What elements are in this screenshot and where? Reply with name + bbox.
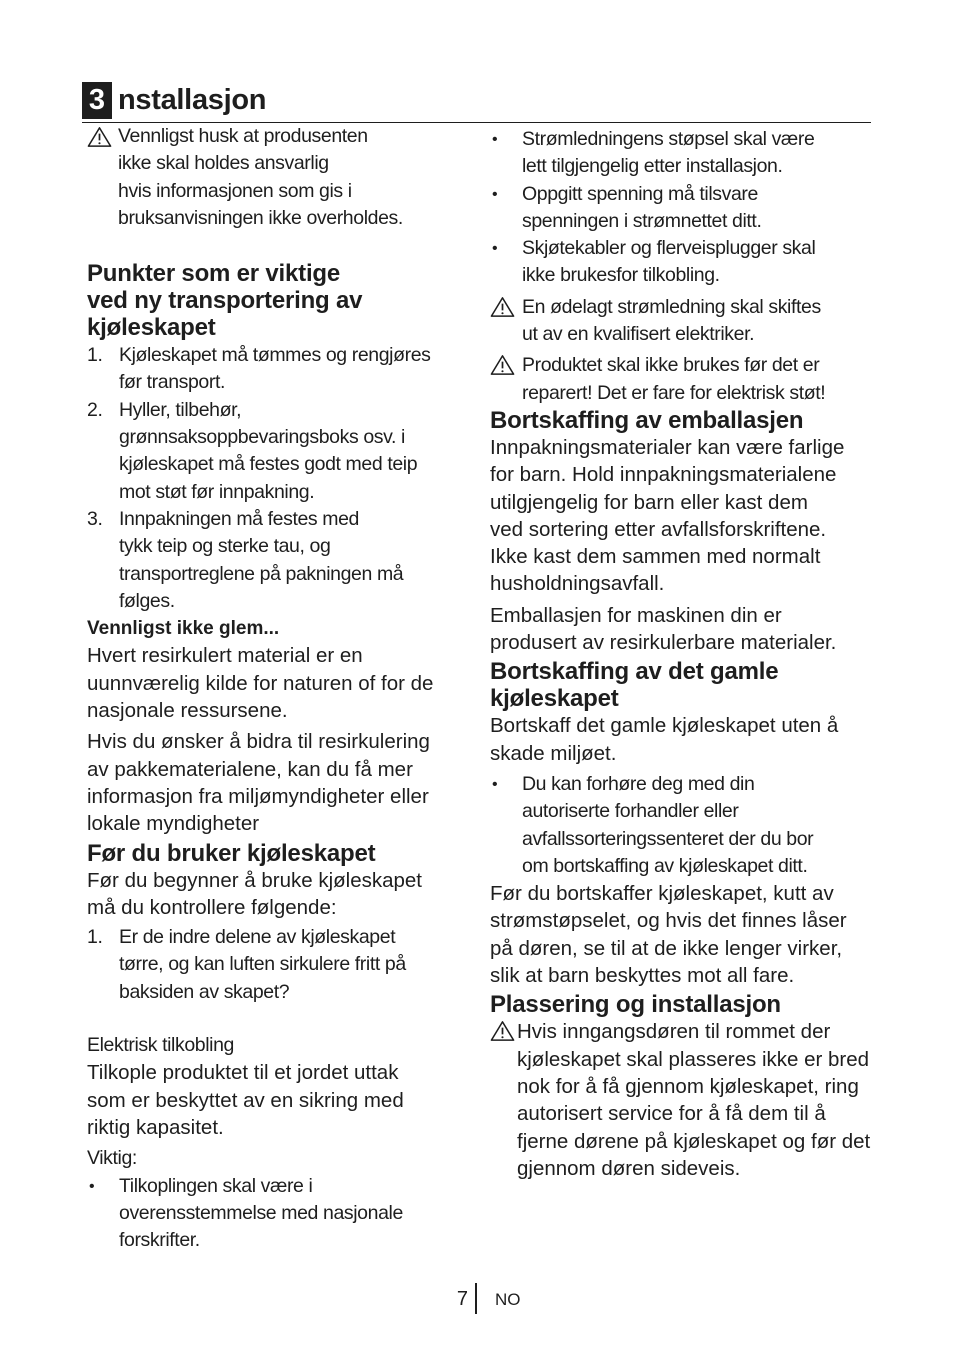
old-fridge-list (490, 771, 880, 880)
text-line: kjøleskapet skal plasseres ikke er bred (517, 1047, 870, 1071)
left-column (87, 122, 472, 1254)
list-item (87, 506, 472, 615)
text-line: Punkter som er viktige (87, 260, 341, 288)
text-line: Ikke kast dem sammen med normalt (490, 545, 821, 569)
list-item-text (522, 771, 880, 880)
list-number: 3. (87, 507, 103, 530)
text-line: ikke skal holdes ansvarlig (118, 152, 329, 175)
text-line: Er de indre delene av kjøleskapet (119, 926, 396, 949)
electric-connection-label: Elektrisk tilkobling (87, 1034, 234, 1057)
text-line: autoriserte forhandler eller (522, 800, 739, 823)
text-line: spenningen i strømnettet ditt. (522, 209, 762, 232)
text-line: mot støt før innpakning. (119, 480, 315, 503)
text-line: En ødelagt strømledning skal skiftes (522, 295, 821, 318)
remember-paragraph-2 (87, 728, 472, 837)
transport-list (87, 342, 472, 615)
text-line: gjennom døren sideveis. (517, 1156, 741, 1180)
text-line: nok for å få gjennom kjøleskapet, ring (517, 1074, 859, 1098)
text-line: hvis informasjonen som gis i (118, 179, 352, 202)
bullet-icon: • (492, 775, 498, 793)
chapter-header (82, 82, 871, 123)
before-use-intro (87, 867, 472, 922)
text-line: uunnværelig kilde for naturen of for de (87, 671, 434, 695)
text-line: Strømledningens støpsel skal være (522, 128, 815, 150)
old-fridge-paragraph-2 (490, 880, 880, 989)
electric-connection-paragraph (87, 1059, 472, 1141)
remember-heading: Vennligst ikke glem... (87, 618, 280, 640)
text-line: kjøleskapet må festes godt med teip (119, 453, 418, 476)
text-line: Hvis du ønsker å bidra til resirkulering (87, 730, 430, 754)
text-line: produsert av resirkulerbare materialer. (490, 631, 837, 655)
text-line: Tilkoplingen skal være i (119, 1174, 313, 1197)
text-line: Hvis inngangsdøren til rommet der (517, 1020, 831, 1044)
bullet-icon: • (492, 240, 498, 258)
list-item (490, 771, 880, 880)
old-fridge-heading (490, 658, 880, 712)
warning-text (118, 123, 472, 232)
text-line: Før du bortskaffer kjøleskapet, kutt av (490, 882, 834, 906)
text-line: må du kontrollere følgende: (87, 895, 337, 919)
text-line: Skjøtekabler og flerveisplugger skal (522, 237, 816, 260)
warning-damaged-cable (490, 294, 880, 349)
important-label: Viktig: (87, 1147, 137, 1170)
text-line: husholdningsavfall. (490, 572, 665, 596)
language-code: NO (495, 1290, 521, 1309)
text-line: lett tilgjengelig etter installasjon. (522, 155, 783, 178)
list-item-text (119, 342, 472, 397)
plug-requirements-list (490, 126, 880, 290)
transport-heading (87, 260, 472, 341)
text-line: Emballasjen for maskinen din er (490, 603, 782, 627)
text-line: grønnsaksoppbevaringsboks osv. i (119, 426, 405, 449)
text-line: om bortskaffing av kjøleskapet ditt. (522, 854, 808, 877)
warning-triangle-icon (87, 126, 112, 148)
list-item (490, 181, 880, 236)
list-item-text (119, 1173, 472, 1255)
old-fridge-paragraph-1 (490, 712, 880, 767)
warning-triangle-icon (490, 296, 515, 318)
text-line: på døren, se til at de ikke lenger virker, (490, 936, 843, 960)
before-use-list (87, 924, 472, 1006)
text-line: bruksanvisningen ikke overholdes. (118, 206, 403, 229)
text-line: Vennligst husk at produsenten (118, 125, 368, 147)
text-line: følges. (119, 589, 175, 612)
text-line: transportreglene på pakningen må (119, 562, 404, 585)
text-line: ut av en kvalifisert elektriker. (522, 323, 755, 346)
warning-repair (490, 352, 880, 407)
packaging-disposal-heading: Bortskaffing av emballasjen (490, 406, 804, 434)
list-item (87, 1173, 472, 1255)
text-line: utilgjengelig for barn eller kast dem (490, 490, 808, 514)
text-line: Du kan forhøre deg med din (522, 772, 755, 795)
list-item-text (522, 235, 880, 290)
list-item-text (119, 506, 472, 615)
packaging-paragraph-2 (490, 602, 880, 657)
text-line: autorisert service for å få dem til å (517, 1102, 826, 1126)
text-line: lokale myndigheter (87, 812, 260, 836)
list-number: 2. (87, 398, 103, 421)
list-item (87, 342, 472, 397)
text-line: strømstøpselet, og hvis det finnes låser (490, 909, 847, 933)
bullet-icon: • (492, 131, 498, 148)
bullet-icon: • (492, 185, 498, 203)
text-line: Før du begynner å bruke kjøleskapet (87, 868, 422, 892)
list-item (490, 126, 880, 181)
text-line: kjøleskapet (490, 685, 619, 713)
text-line: ved ny transportering av (87, 287, 363, 315)
text-line: Hvert resirkulert material er en (87, 644, 363, 668)
text-line: ikke brukesfor tilkobling. (522, 264, 720, 287)
text-line: Bortskaff det gamle kjøleskapet uten å (490, 714, 839, 738)
text-line: skade miljøet. (490, 741, 617, 765)
important-list (87, 1173, 472, 1255)
text-line: som er beskyttet av en sikring med (87, 1088, 404, 1112)
text-line: Innpakningen må festes med (119, 507, 360, 530)
text-line: Tilkople produktet til et jordet uttak (87, 1061, 399, 1085)
text-line: informasjon fra miljømyndigheter eller (87, 784, 429, 808)
text-line: tørre, og kan luften sirkulere fritt på (119, 953, 406, 976)
list-item (87, 924, 472, 1006)
footer-divider (475, 1283, 477, 1314)
text-line: Kjøleskapet må tømmes og rengjøres (119, 344, 431, 367)
text-line: for barn. Hold innpakningsmaterialene (490, 463, 837, 487)
text-line: tykk teip og sterke tau, og (119, 535, 331, 558)
text-line: Oppgitt spenning må tilsvare (522, 182, 758, 205)
text-line: reparert! Det er fare for elektrisk støt! (522, 381, 826, 404)
remember-paragraph-1 (87, 642, 472, 724)
text-line: nasjonale ressursene. (87, 699, 288, 723)
text-line: ved sortering etter avfallsforskriftene. (490, 517, 827, 541)
warning-text (522, 352, 880, 407)
list-number: 1. (87, 926, 103, 949)
list-item-text (522, 126, 880, 181)
text-line: kjøleskapet (87, 314, 216, 342)
before-use-heading: Før du bruker kjøleskapet (87, 839, 376, 867)
text-line: fjerne dørene på kjøleskapet og før det (517, 1129, 871, 1153)
placement-heading: Plassering og installasjon (490, 991, 781, 1019)
text-line: Bortskaffing av det gamle (490, 658, 779, 686)
list-number: 1. (87, 344, 103, 367)
packaging-paragraph-1 (490, 434, 880, 598)
text-line: riktig kapasitet. (87, 1115, 224, 1139)
warning-door-width (490, 1018, 880, 1182)
bullet-icon: • (89, 1177, 95, 1195)
list-item-text (522, 181, 880, 236)
warning-text (490, 1018, 880, 1182)
text-line: Innpakningsmaterialer kan være farlige (490, 435, 845, 459)
warning-triangle-icon (490, 1020, 515, 1042)
text-line: avfallssorteringssenteret der du bor (522, 827, 814, 850)
text-line: slik at barn beskyttes mot all fare. (490, 964, 795, 988)
warning-manufacturer-liability (87, 123, 472, 232)
page-number: 7 (456, 1288, 468, 1310)
text-line: Produktet skal ikke brukes før det er (522, 354, 820, 377)
text-line: overensstemmelse med nasjonale (119, 1201, 403, 1224)
chapter-title: nstallasjon (118, 84, 267, 116)
list-item (490, 235, 880, 290)
text-line: før transport. (119, 371, 226, 394)
list-item-text (119, 397, 472, 506)
warning-text (522, 294, 880, 349)
list-item-text (119, 924, 472, 1006)
text-line: forskrifter. (119, 1229, 200, 1252)
chapter-number: 3 (82, 82, 112, 119)
list-item (87, 397, 472, 506)
text-line: baksiden av skapet? (119, 980, 290, 1003)
warning-triangle-icon (490, 354, 515, 376)
text-line: Hyller, tilbehør, (119, 398, 242, 421)
text-line: av pakkematerialene, kan du få mer (87, 757, 413, 781)
right-column (490, 122, 880, 1182)
